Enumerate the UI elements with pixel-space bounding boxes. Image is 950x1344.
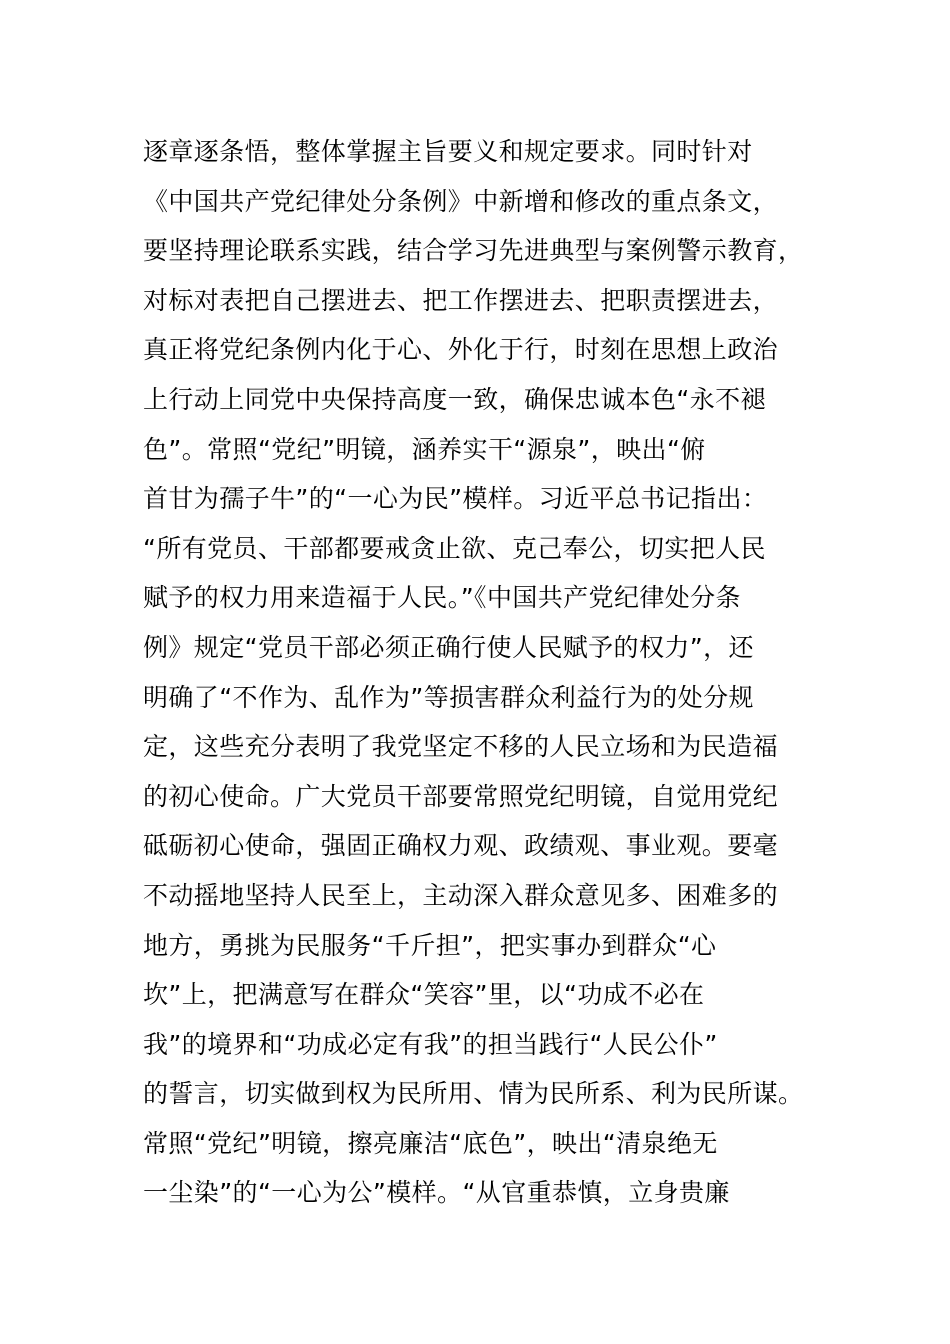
text-line: 不动摇地坚持人民至上，主动深入群众意见多、困难多的 — [143, 880, 779, 910]
text-line: 对标对表把自己摆进去、把工作摆进去、把职责摆进去， — [143, 285, 779, 315]
text-line: 坎”上，把满意写在群众“笑容”里，以“功成不必在 — [143, 980, 705, 1010]
text-line: 的誓言，切实做到权为民所用、情为民所系、利为民所谋。 — [143, 1079, 804, 1109]
text-line: 的初心使命。广大党员干部要常照党纪明镜，自觉用党纪 — [143, 781, 779, 811]
text-line: 一尘染”的“一心为公”模样。“从官重恭慎，立身贵廉 — [143, 1178, 730, 1208]
text-line: 逐章逐条悟，整体掌握主旨要义和规定要求。同时针对 — [143, 137, 753, 166]
text-line: 赋予的权力用来造福于人民。”《中国共产党纪律处分条 — [143, 583, 741, 613]
text-line: 真正将党纪条例内化于心、外化于行，时刻在思想上政治 — [143, 335, 779, 365]
text-line: “所有党员、干部都要戒贪止欲、克己奉公，切实把人民 — [143, 533, 766, 563]
text-line: 常照“党纪”明镜，擦亮廉洁“底色”，映出“清泉绝无 — [143, 1128, 718, 1158]
text-line: 上行动上同党中央保持高度一致，确保忠诚本色“永不褪 — [143, 384, 766, 414]
text-line: 定，这些充分表明了我党坚定不移的人民立场和为民造福 — [143, 732, 779, 762]
text-line: 例》规定“党员干部必须正确行使人民赋予的权力”，还 — [143, 632, 754, 662]
text-line: 色”。常照“党纪”明镜，涵养实干“源泉”，映出“俯 — [143, 434, 706, 464]
text-line: 我”的境界和“功成必定有我”的担当践行“人民公仆” — [143, 1029, 718, 1059]
text-line: 要坚持理论联系实践，结合学习先进典型与案例警示教育， — [143, 236, 804, 266]
text-line: 首甘为孺子牛”的“一心为民”模样。习近平总书记指出： — [143, 484, 768, 514]
text-line: 《中国共产党纪律处分条例》中新增和修改的重点条文， — [143, 186, 779, 216]
text-line: 地方，勇挑为民服务“千斤担”，把实事办到群众“心 — [143, 930, 717, 960]
text-line: 明确了“不作为、乱作为”等损害群众利益行为的处分规 — [143, 682, 754, 712]
body-text — [143, 127, 823, 1218]
text-line: 砥砺初心使命，强固正确权力观、政绩观、事业观。要毫 — [143, 831, 779, 861]
